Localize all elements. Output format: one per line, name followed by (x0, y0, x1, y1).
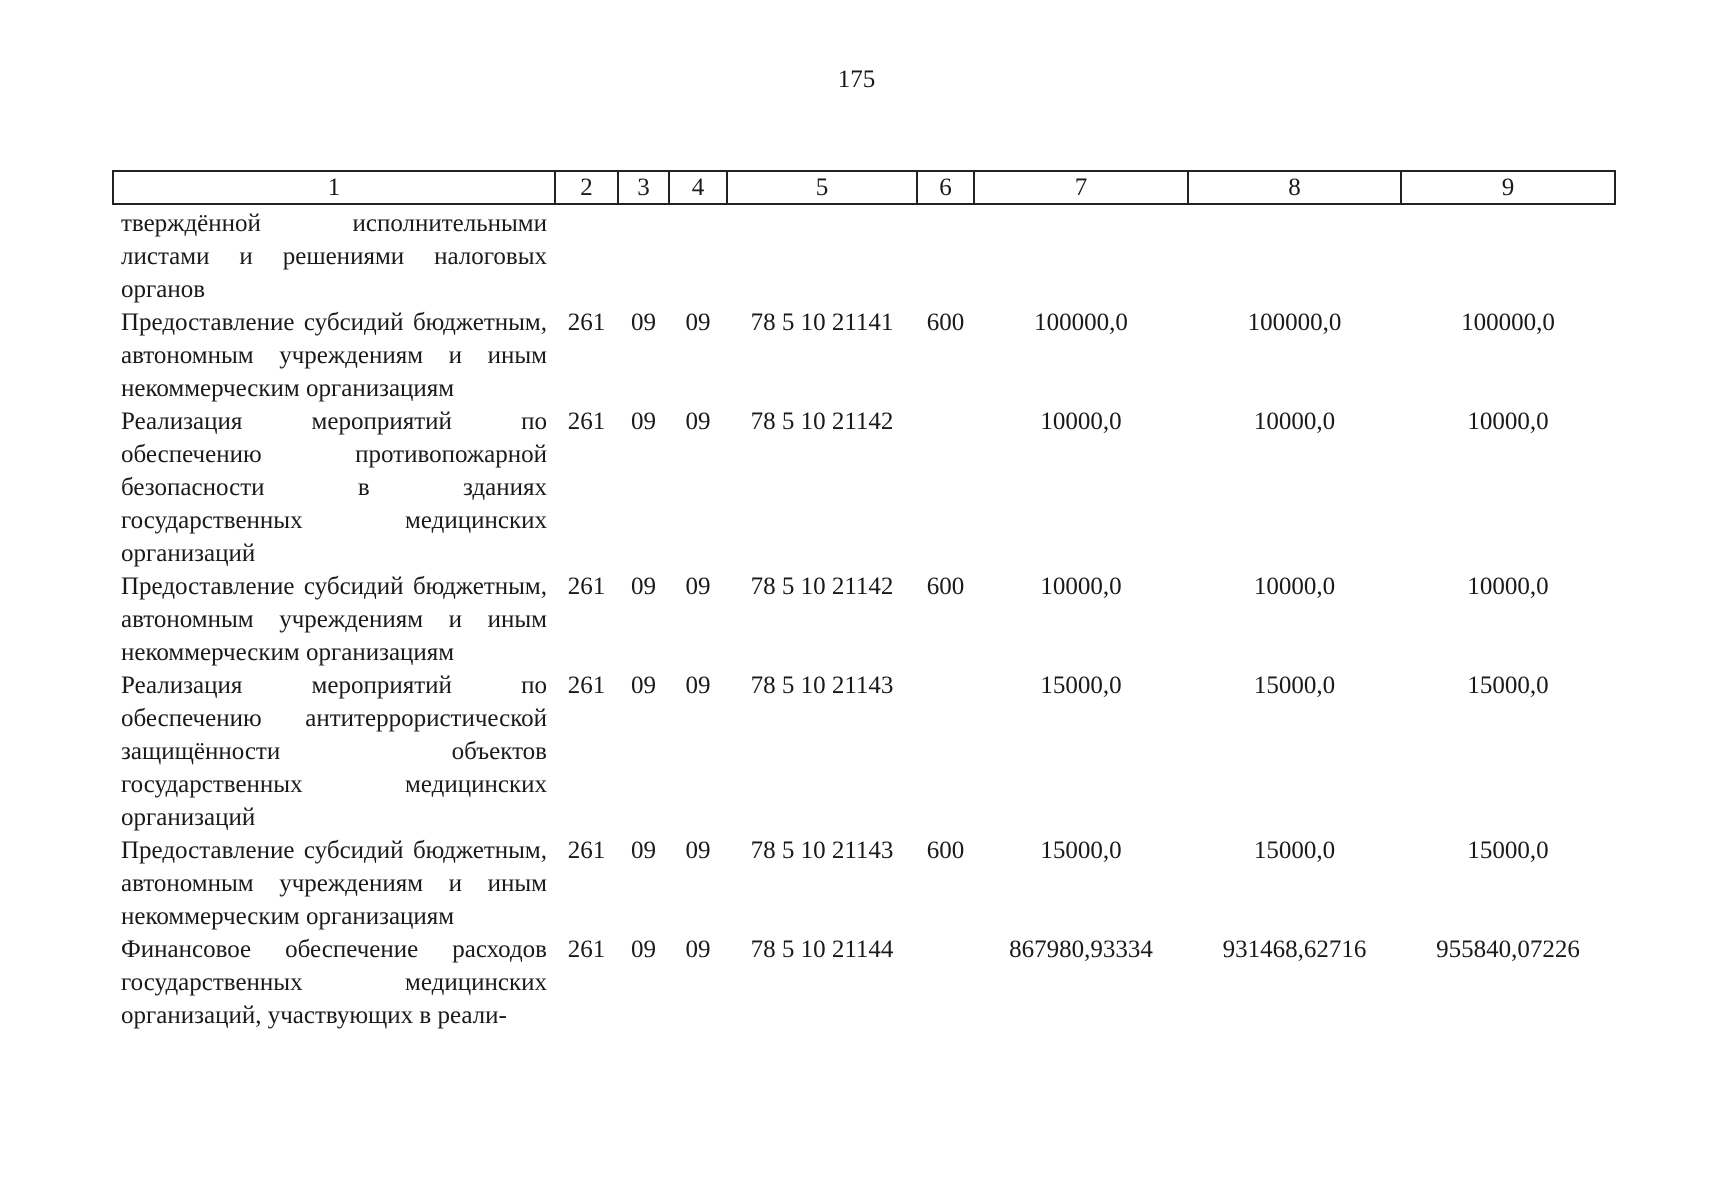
row-csr: 78 5 10 21142 (750, 408, 894, 435)
row-pr: 09 (685, 936, 711, 963)
header-col-7: 7 (974, 171, 1188, 204)
row-rz: 09 (631, 936, 656, 963)
row-csr: 78 5 10 21141 (750, 309, 894, 336)
row-gr: 261 (567, 672, 606, 699)
row-description: Реализация мероприятий по обеспечению антитеррористической защищённости объектов государственных медицинских организаций (121, 672, 547, 831)
row-rz: 09 (631, 408, 656, 435)
header-col-2: 2 (555, 171, 618, 204)
row-pr (669, 204, 727, 306)
header-col-9: 9 (1401, 171, 1615, 204)
table-row (113, 405, 1615, 570)
row-pr: 09 (685, 408, 711, 435)
row-vr (917, 204, 974, 306)
row-vr (917, 405, 974, 570)
row-amount-2: 100000,0 (1247, 309, 1342, 336)
row-amount-1: 867980,93334 (1009, 936, 1153, 963)
row-gr (555, 204, 618, 306)
header-row (113, 171, 1615, 204)
table-body (113, 204, 1615, 1032)
budget-table (112, 170, 1616, 1032)
row-csr: 78 5 10 21143 (750, 672, 894, 699)
table-header (113, 171, 1615, 204)
row-description: Предоставление субсидий бюджетным, автономным учреждениям и иным некоммерческим организациям (121, 837, 547, 930)
row-vr (917, 933, 974, 1032)
row-gr: 261 (567, 936, 606, 963)
header-col-8: 8 (1188, 171, 1401, 204)
row-pr: 09 (685, 573, 711, 600)
row-amount-2: 931468,62716 (1222, 936, 1367, 963)
row-gr: 261 (567, 573, 606, 600)
table-row (113, 933, 1615, 1032)
row-amount-2: 10000,0 (1253, 408, 1336, 435)
header-col-1: 1 (113, 171, 555, 204)
row-amount-2 (1188, 204, 1401, 306)
row-vr: 600 (926, 573, 965, 600)
row-amount-3: 100000,0 (1461, 309, 1555, 336)
row-pr: 09 (685, 837, 711, 864)
header-col-3: 3 (618, 171, 669, 204)
row-pr: 09 (685, 672, 711, 699)
row-description: Предоставление субсидий бюджетным, автономным учреждениям и иным некоммерческим организациям (121, 309, 547, 402)
row-description: Реализация мероприятий по обеспечению противопожарной безопасности в зданиях государственных медицинских организаций (121, 408, 547, 567)
row-vr (917, 669, 974, 834)
row-amount-1: 10000,0 (1040, 408, 1122, 435)
row-amount-1 (974, 204, 1188, 306)
header-col-4: 4 (669, 171, 727, 204)
row-amount-2: 15000,0 (1253, 672, 1336, 699)
page-number: 175 (837, 66, 876, 93)
row-csr (727, 204, 917, 306)
row-amount-3: 10000,0 (1467, 573, 1549, 600)
row-description: тверждённой исполнительными листами и решениями налоговых органов (121, 210, 547, 303)
row-rz: 09 (631, 309, 656, 336)
row-vr: 600 (926, 837, 965, 864)
row-rz: 09 (631, 573, 656, 600)
row-amount-1: 15000,0 (1040, 837, 1122, 864)
row-amount-3: 15000,0 (1467, 672, 1549, 699)
row-csr: 78 5 10 21143 (750, 837, 894, 864)
row-amount-1: 15000,0 (1040, 672, 1122, 699)
row-gr: 261 (567, 837, 606, 864)
table-row (113, 306, 1615, 405)
table-row (113, 204, 1615, 306)
row-gr: 261 (567, 309, 606, 336)
row-pr: 09 (685, 309, 711, 336)
row-amount-2: 15000,0 (1253, 837, 1336, 864)
row-gr: 261 (567, 408, 606, 435)
row-csr: 78 5 10 21144 (750, 936, 894, 963)
row-rz: 09 (631, 837, 656, 864)
table-row (113, 834, 1615, 933)
row-rz: 09 (631, 672, 656, 699)
row-rz (618, 204, 669, 306)
row-amount-1: 100000,0 (1034, 309, 1128, 336)
header-col-6: 6 (917, 171, 974, 204)
row-amount-3: 15000,0 (1467, 837, 1549, 864)
row-csr: 78 5 10 21142 (750, 573, 894, 600)
row-description: Предоставление субсидий бюджетным, автономным учреждениям и иным некоммерческим организациям (121, 573, 547, 666)
row-amount-2: 10000,0 (1253, 573, 1336, 600)
table-row (113, 669, 1615, 834)
row-amount-3: 10000,0 (1467, 408, 1549, 435)
table-row (113, 570, 1615, 669)
row-amount-3: 955840,07226 (1436, 936, 1580, 963)
row-amount-3 (1401, 204, 1615, 306)
row-description: Финансовое обеспечение расходов государственных медицинских организаций, участвующих в реали- (121, 936, 547, 1029)
row-vr: 600 (926, 309, 965, 336)
header-col-5: 5 (727, 171, 917, 204)
row-amount-1: 10000,0 (1040, 573, 1122, 600)
